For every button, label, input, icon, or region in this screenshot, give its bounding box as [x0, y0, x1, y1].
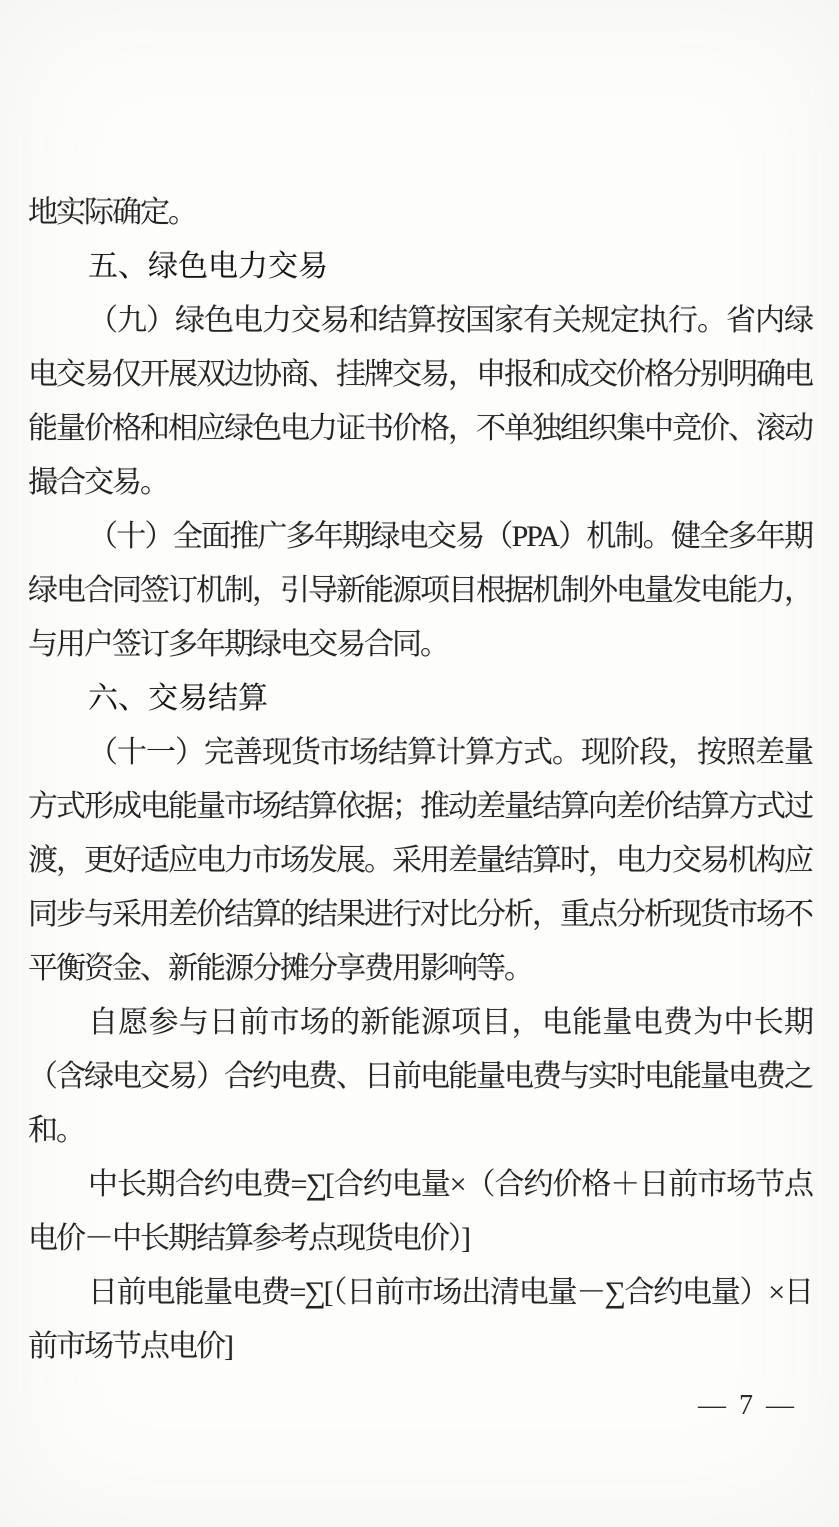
paragraph-day-ahead-market: 自愿参与日前市场的新能源项目，电能量电费为中长期（含绿电交易）合约电费、日前电能量电费与实时电能量电费之和。: [28, 1006, 812, 1147]
formula-day-ahead-energy-fee: 日前电能量电费=∑[（日前市场出清电量－∑合约电量）×日前市场节点电价]: [28, 1276, 812, 1363]
paragraph-item-9: （九）绿色电力交易和结算按国家有关规定执行。省内绿电交易仅开展双边协商、挂牌交易，申报和成交价格分别明确电能量价格和相应绿色电力证书价格，不单独组织集中竞价、滚动撮合交易。: [28, 304, 812, 499]
paragraph-item-11: （十一）完善现货市场结算计算方式。现阶段，按照差量方式形成电能量市场结算依据；推动差量结算向差价结算方式过渡，更好适应电力市场发展。采用差量结算时，电力交易机构应同步与采用差价结算的结果进行对比分析，重点分析现货市场不平衡资金、新能源分摊分享费用影响等。: [28, 736, 812, 985]
document-text-block: [28, 186, 812, 1374]
page-number: — 7 —: [698, 1390, 797, 1421]
formula-midlong-term-contract-fee: 中长期合约电费=∑[合约电量×（合约价格＋日前市场节点电价－中长期结算参考点现货电价）]: [28, 1168, 812, 1255]
paragraph-item-10: （十）全面推广多年期绿电交易（PPA）机制。健全多年期绿电合同签订机制，引导新能源项目根据机制外电量发电能力，与用户签订多年期绿电交易合同。: [28, 520, 812, 661]
paragraph-continuation: 地实际确定。: [28, 196, 196, 229]
section-heading-trade-settlement: 六、交易结算: [88, 682, 268, 715]
section-heading-green-power-trading: 五、绿色电力交易: [88, 250, 328, 283]
